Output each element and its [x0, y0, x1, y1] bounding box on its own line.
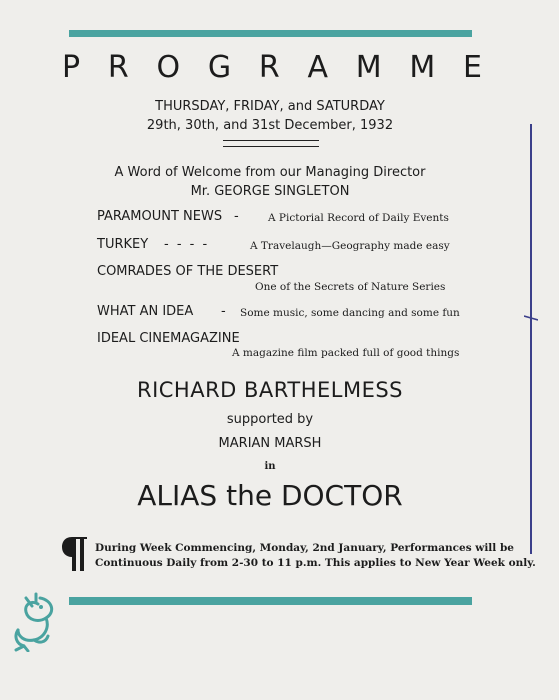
- title-letter: O: [156, 50, 181, 85]
- title-letter: P: [62, 50, 81, 85]
- welcome-line: A Word of Welcome from our Managing Director: [114, 165, 426, 180]
- in-word: in: [264, 461, 276, 472]
- item-title-turkey: TURKEY: [97, 237, 149, 252]
- item-title-what-an-idea: WHAT AN IDEA: [97, 304, 194, 319]
- item-desc-comrades: One of the Secrets of Nature Series: [255, 281, 446, 293]
- item-dashes: - - - -: [164, 237, 210, 252]
- item-title-comrades: COMRADES OF THE DESERT: [97, 264, 279, 279]
- item-desc-ideal-cinemagazine: A magazine film packed full of good things: [232, 347, 460, 359]
- item-title-ideal-cinemagazine: IDEAL CINEMAGAZINE: [97, 331, 240, 346]
- notice-line: During Week Commencing, Monday, 2nd January, Performances will be: [95, 542, 514, 554]
- notice-text: [95, 541, 536, 571]
- item-dash: -: [234, 209, 239, 224]
- title-letter: E: [463, 50, 482, 85]
- dates-days: THURSDAY, FRIDAY, and SATURDAY: [155, 99, 385, 114]
- top-teal-rule: [69, 30, 472, 37]
- costar-name: MARIAN MARSH: [218, 436, 322, 451]
- title-letter: A: [307, 50, 328, 85]
- dates-range: 29th, 30th, and 31st December, 1932: [146, 118, 394, 133]
- bottom-teal-rule: [69, 597, 472, 605]
- title-letter: R: [258, 50, 280, 85]
- thread-knot-icon: [524, 313, 538, 323]
- feature-title: ALIAS the DOCTOR: [137, 479, 403, 512]
- title-letter: M: [409, 50, 436, 85]
- star-name: RICHARD BARTHELMESS: [136, 378, 403, 402]
- programme-title: [62, 50, 482, 85]
- double-divider: [223, 140, 319, 147]
- title-letter: M: [355, 50, 382, 85]
- supported-by: supported by: [226, 412, 314, 427]
- title-letter: G: [207, 50, 232, 85]
- item-desc-what-an-idea: Some music, some dancing and some fun: [240, 307, 460, 319]
- item-title-paramount-news: PARAMOUNT NEWS: [97, 209, 223, 224]
- item-dash: -: [221, 304, 226, 319]
- pilcrow-icon: [60, 535, 90, 573]
- notice-line: Continuous Daily from 2-30 to 11 p.m. This applies to New Year Week only.: [95, 557, 536, 569]
- item-desc-paramount-news: A Pictorial Record of Daily Events: [268, 212, 449, 224]
- managing-director: Mr. GEORGE SINGLETON: [190, 184, 350, 199]
- item-desc-turkey: A Travelaugh—Geography made easy: [250, 240, 450, 252]
- title-letter: R: [107, 50, 129, 85]
- dolphin-ornament-icon: [10, 592, 60, 652]
